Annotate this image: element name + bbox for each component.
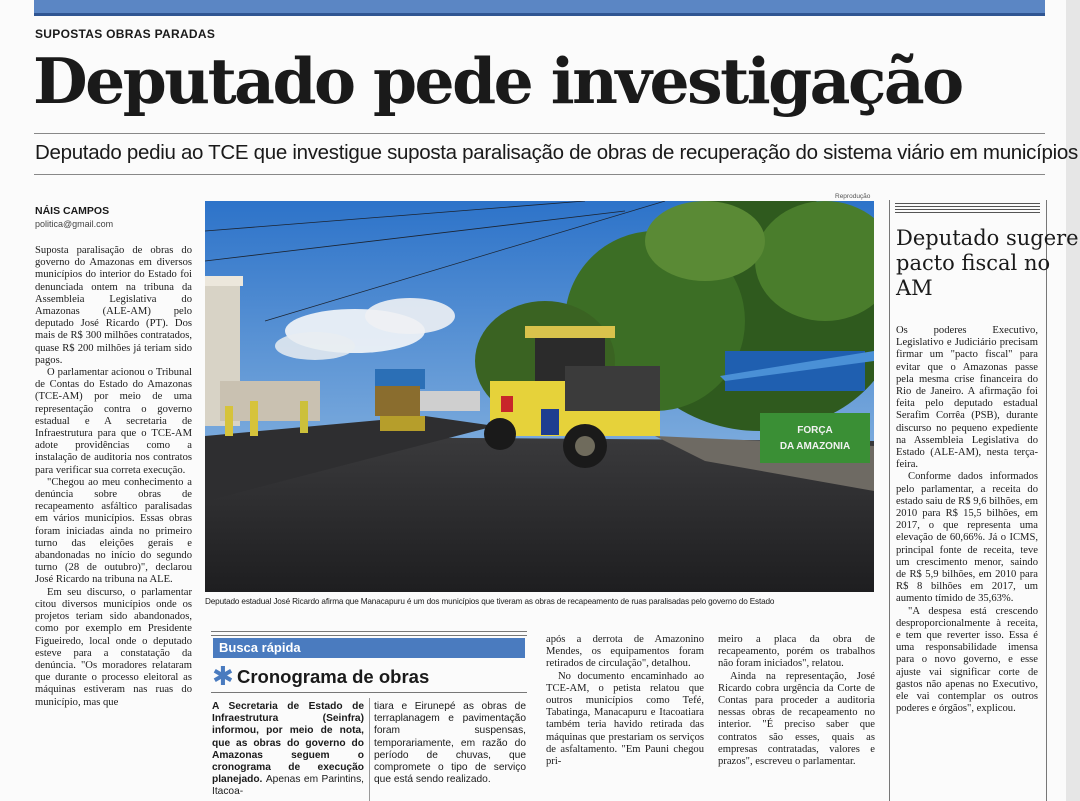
quickbox-text-a [212,701,364,799]
paragraph: Os poderes Executivo, Legislativo e Judiciário precisam firmar um "pacto fiscal" para evitar que o Amazonas passe pela mesma crise financeira do Rio de Janeiro. A afirmação foi feita pelo deputado estadual Serafim Corrêa (PSB), durante discurso no pequeno expediente na Assembleia Legislativa do Estado (ALE-AM), nesta terça-feira. [896,325,1038,471]
article-column-1 [35,245,192,709]
paragraph: após a derrota de Amazonino Mendes, os equipamentos foram retirados de circulação", detalhou. [546,634,704,670]
quickbox-text-a-bold: A Secretaria de Estado de Infraestrutura (Seinfra) informou, por meio de nota, que as obras do governo do Amazonas seguem o cronograma de execução planejado. [212,701,364,786]
subheadline: Deputado pediu ao TCE que investigue suposta paralisação de obras de recuperação do sistema viário em municípios [35,141,1078,164]
quickbox-text-b: tiara e Eirunepé as obras de terraplanagem e pavimentação foram suspensas, temporariamente, em razão do período de chuvas, que compromete o tipo de serviço que está sendo realizado. [374,701,526,786]
article-column-3 [546,634,704,768]
paragraph: No documento encaminhado ao TCE-AM, o petista relatou que outros municípios como Tefé, Tabatinga, Manacapuru e Itacoatiara também teria havido retirada das máquinas que prestariam os serviços de asfaltamento. "Em Pauni chegou pri- [546,670,704,768]
paragraph: "Chegou ao meu conhecimento a denúncia sobre obras de recapeamento asfáltico paralisadas em vários municípios. Essas obras foram iniciadas ainda no primeiro turno das eleições gerais e abandonadas no início do segundo turno (28 de outubro)", declarou José Ricardo na tribuna na ALE. [35,476,192,586]
top-color-bar [34,0,1045,13]
top-color-bar-dark [34,13,1045,16]
sign-text-line: DA AMAZONIA [779,441,851,452]
sidebar-title: Deputado sugere pacto fiscal no AM [896,226,1079,300]
column-rule [369,698,370,801]
paragraph: "A despesa está crescendo desproporcionalmente à receita, e tem que reverter isso. Essa é uma responsabilidade imensa para o novo governo, e esse ajuste vai significar corte de gastos não apenas no Executivo, ele vai contemplar os outros poderes e órgãos", explicou. [896,605,1038,715]
page-edge [1066,0,1080,801]
article-photo [205,201,874,592]
paragraph: Conforme dados informados pelo parlamentar, a receita do estado saiu de R$ 9,6 bilhões, em 2010 para R$ 15,5 bilhões, em 2017, o que representa uma elevação de 60,66%. Já o ICMS, principal fonte de receita, teve um crescimento menor, saindo de R$ 5,9 bilhões, em 2010 para R$ 8 bilhões em 2017, um aumento tímido de 35,63%. [896,471,1038,605]
byline-author: NÁIS CAMPOS [35,205,110,217]
photo-credit: Reprodução [835,193,871,200]
quickbox-top-rule [211,631,527,636]
paragraph: meiro a placa da obra de recapeamento, porém os trabalhos não foram iniciados", relatou. [718,634,875,670]
sign-text-line: FORÇA [797,425,833,436]
article-column-4 [718,634,875,768]
paragraph: Suposta paralisação de obras do governo do Amazonas em diversos municípios do interior do Estado foi denunciada ontem na tribuna da Assembleia Legislativa do Amazonas (ALE-AM) pelo deputado José Ricardo (PT). Dos mais de R$ 300 milhões contratados, quase R$ 200 milhões já teriam sido pagos. [35,245,192,366]
photo-caption: Deputado estadual José Ricardo afirma que Manacapuru é um dos municípios que tiveram as obras de recapeamento de ruas paralisadas pelo governo do Estado [205,597,775,606]
asterisk-icon: ✱ [212,662,234,692]
headline: Deputado pede investigação [33,44,962,118]
byline-email: politica@gmail.com [35,219,114,229]
quickbox-text-a-tail: Apenas em Parintins, Itacoa- [212,774,364,798]
kicker: SUPOSTAS OBRAS PARADAS [35,27,216,41]
quickbox-label: Busca rápida [213,638,525,658]
paragraph: Em seu discurso, o parlamentar citou diversos municípios onde os projetos teriam sido abandonados, como por exemplo em Presidente Figueiredo, local onde o deputado esteve para a constatação da denúncia. "Os moradores relataram que durante o processo eleitoral as máquinas estiveram nas ruas do município, mas que [35,586,192,708]
divider [34,133,1045,134]
sidebar-text [896,325,1038,716]
quickbox-divider [211,692,527,693]
divider [34,174,1045,175]
sidebar-stripes [895,203,1040,215]
paragraph: Ainda na representação, José Ricardo cobra urgência da Corte de Contas para proceder a auditoria nessas obras de recapeamento no interior. "É preciso saber que contratos são esses, quais as empresas contratadas, valores e prazos", escreveu o parlamentar. [718,670,875,768]
paragraph: O parlamentar acionou o Tribunal de Contas do Estado do Amazonas (TCE-AM) por meio de uma representação contra o governo estadual e A secretaria de Infraestrutura para que o TCE-AM adote providências como a instalação de auditoria nos contratos para verificar sua correta execução. [35,367,192,476]
quickbox-title: Cronograma de obras [237,666,430,687]
